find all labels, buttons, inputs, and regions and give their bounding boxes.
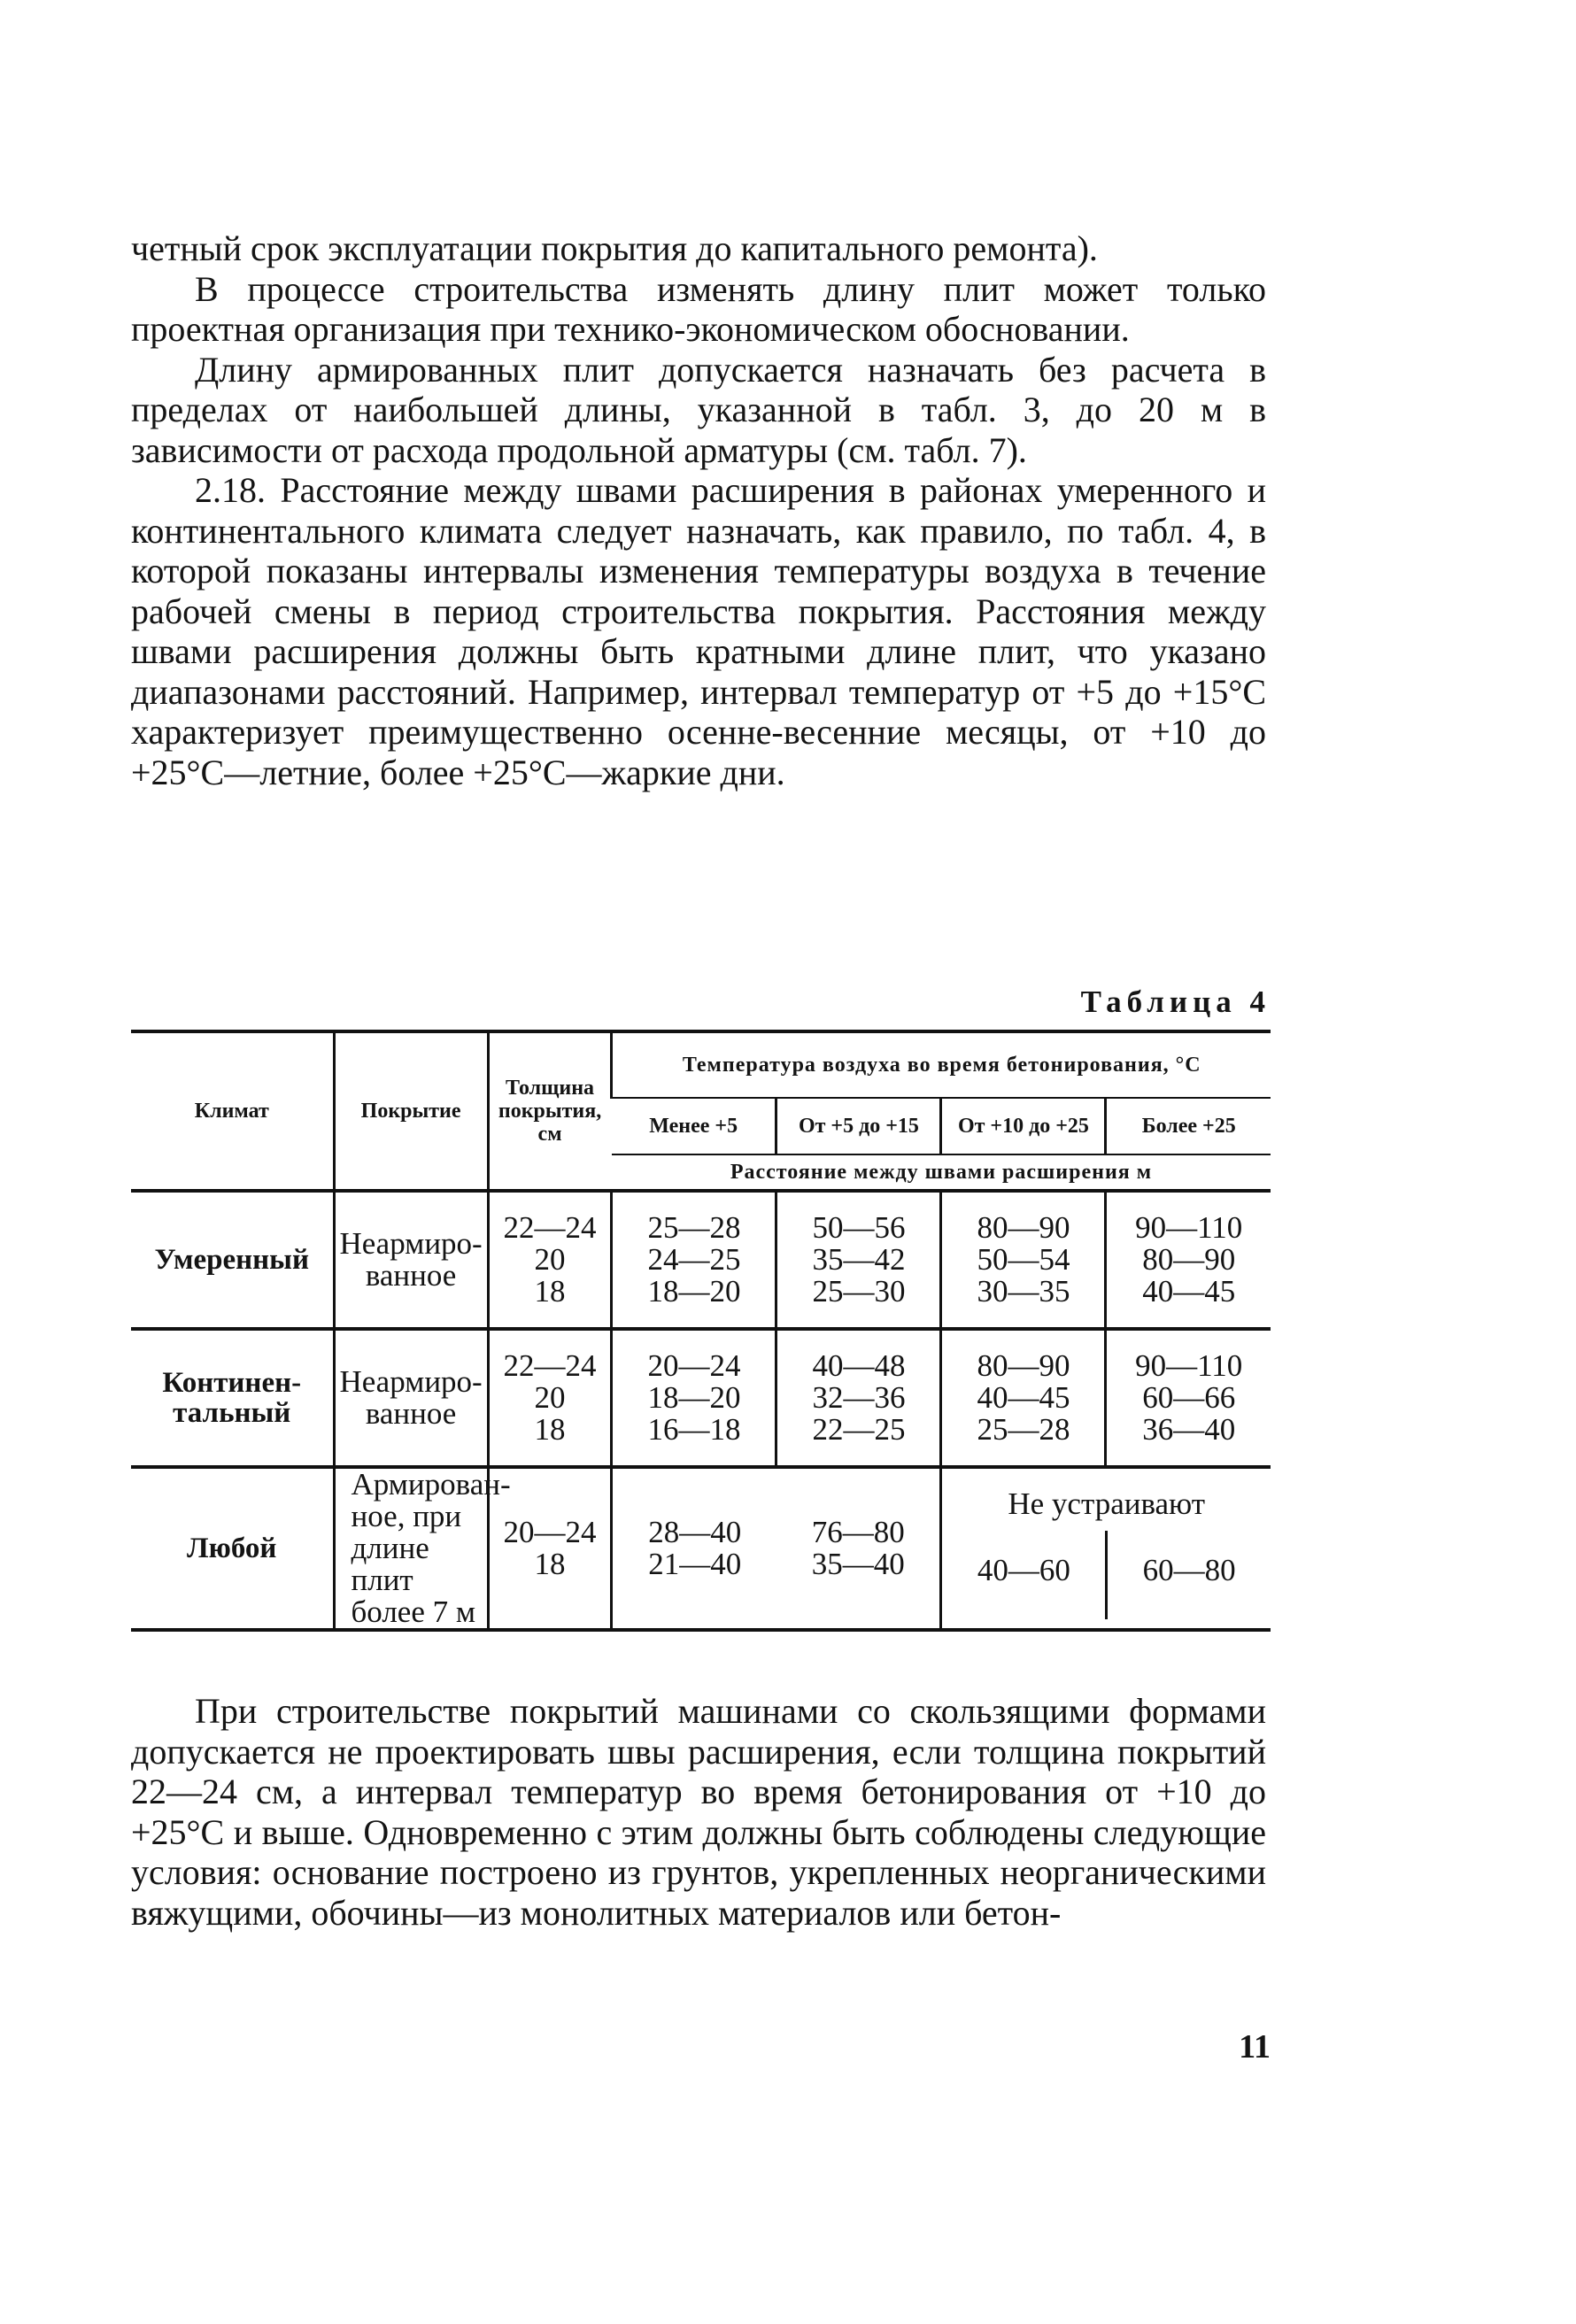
value: 22—24 — [503, 1348, 597, 1383]
page-number: 11 — [1239, 2028, 1271, 2065]
cell-range-5-15 — [776, 1329, 941, 1467]
value: 80—90 — [977, 1348, 1070, 1383]
header-distance: Расстояние между швами расширения м — [612, 1154, 1271, 1191]
value: 20—24 — [503, 1515, 597, 1549]
value: 35—40 — [811, 1547, 905, 1581]
cell-not-built-group — [941, 1467, 1271, 1630]
cell-range-10-25 — [941, 1329, 1106, 1467]
paragraph-slipform: При строительстве покрытий машинами со скользящими формами допускается не проектировать швы расширения, если толщина покрытий 22—24 см, а интервал температур во время бетонирования от +10 до +25°С и выше. Одновременно с этим должны быть соблюдены следующие условия: основание построено из грунтов, укрепленных неорганическими вяжущими, обочины—из монолитных материалов или бетон- — [131, 1691, 1266, 1933]
cell-cover: Армирован- ное, при длине плит более 7 м — [334, 1467, 488, 1630]
value: 30—35 — [977, 1274, 1070, 1309]
value: 24—25 — [647, 1242, 741, 1277]
table-row — [131, 1467, 1271, 1630]
value: 25—28 — [647, 1210, 741, 1245]
expansion-joint-table — [131, 1030, 1271, 1632]
cell-range-above-25 — [1106, 1191, 1271, 1329]
value: 18 — [534, 1412, 566, 1447]
header-range-above-25: Более +25 — [1106, 1098, 1271, 1154]
cell-range-10-25 — [941, 1191, 1106, 1329]
value: 50—56 — [812, 1210, 906, 1245]
value: 32—36 — [812, 1380, 906, 1415]
cell-climate: Континен- тальный — [131, 1329, 334, 1467]
cell-climate: Умеренный — [131, 1191, 334, 1329]
header-cover: Покрытие — [334, 1031, 488, 1191]
cell-climate: Любой — [187, 1533, 277, 1564]
value: 18 — [534, 1274, 566, 1309]
value: 80—90 — [1142, 1242, 1236, 1277]
value: 20—24 — [647, 1348, 741, 1383]
value: 25—28 — [977, 1412, 1070, 1447]
header-range-5-15: От +5 до +15 — [776, 1098, 941, 1154]
cell-thickness — [488, 1191, 612, 1329]
header-temperature: Температура воздуха во время бетонирования, °С — [612, 1031, 1271, 1098]
cell-cover: Неармиро- ванное — [334, 1191, 488, 1329]
value: 18 — [534, 1547, 566, 1581]
value: 76—80 — [811, 1515, 905, 1549]
value: 18—20 — [647, 1380, 741, 1415]
value: 21—40 — [648, 1547, 742, 1581]
cell-range-below-5 — [612, 1467, 776, 1630]
value: 60—66 — [1142, 1380, 1236, 1415]
value: 90—110 — [1135, 1348, 1243, 1383]
cell-thickness — [488, 1329, 612, 1467]
value: 20 — [534, 1380, 566, 1415]
value: 25—30 — [812, 1274, 906, 1309]
value: 90—110 — [1135, 1210, 1243, 1245]
paragraph-project-org: В процессе строительства изменять длину плит может только проектная организация при технико-экономическом обосновании. — [131, 268, 1266, 349]
not-built-note: Не устраивают — [1008, 1486, 1206, 1521]
value: 36—40 — [1142, 1412, 1236, 1447]
value: 40—45 — [1142, 1274, 1236, 1309]
value: 35—42 — [812, 1242, 906, 1277]
paragraph-section-2-18: 2.18. Расстояние между швами расширения в районах умеренного и континентального климата следует назначать, как правило, по табл. 4, в которой показаны интервалы изменения температуры воздуха в течение рабочей смены в период строительства покрытия. Расстояния между швами расширения должны быть кратными длине плит, что указано диапазонами расстояний. Например, интервал температур от +5 до +15°С характеризует преимущественно осенне-весенние месяцы, от +10 до +25°С—летние, более +25°С—жаркие дни. — [131, 470, 1266, 792]
value: 18—20 — [647, 1274, 741, 1309]
table-row — [131, 1329, 1271, 1467]
paragraph-continuation: четный срок эксплуатации покрытия до капитального ремонта). — [131, 228, 1098, 268]
header-climate: Климат — [131, 1031, 334, 1191]
cell-range-above-25: 60—80 — [1142, 1553, 1236, 1587]
header-range-10-25: От +10 до +25 — [941, 1098, 1106, 1154]
cell-range-10-25: 40—60 — [977, 1553, 1070, 1587]
cell-cover: Неармиро- ванное — [334, 1329, 488, 1467]
value: 28—40 — [648, 1515, 742, 1549]
value: 50—54 — [977, 1242, 1070, 1277]
value: 20 — [534, 1242, 566, 1277]
value: 40—45 — [977, 1380, 1070, 1415]
cell-range-below-5 — [612, 1191, 776, 1329]
value: 16—18 — [647, 1412, 741, 1447]
cell-range-5-15 — [776, 1191, 941, 1329]
body-text-top — [131, 228, 1266, 792]
value: 40—48 — [812, 1348, 906, 1383]
value: 80—90 — [977, 1210, 1070, 1245]
cell-range-5-15 — [776, 1467, 941, 1630]
table-row — [131, 1191, 1271, 1329]
cell-range-above-25 — [1106, 1329, 1271, 1467]
table-caption: Таблица 4 — [1080, 984, 1271, 1019]
cell-range-below-5 — [612, 1329, 776, 1467]
paragraph-reinforced-slabs: Длину армированных плит допускается назначать без расчета в пределах от наибольшей длины, указанной в табл. 3, до 20 м в зависимости от расхода продольной арматуры (см. табл. 7). — [131, 349, 1266, 470]
body-text-bottom — [131, 1691, 1266, 1933]
header-range-below-5: Менее +5 — [612, 1098, 776, 1154]
header-thickness: Толщина покрытия, см — [488, 1031, 612, 1191]
value: 22—24 — [503, 1210, 597, 1245]
value: 22—25 — [812, 1412, 906, 1447]
